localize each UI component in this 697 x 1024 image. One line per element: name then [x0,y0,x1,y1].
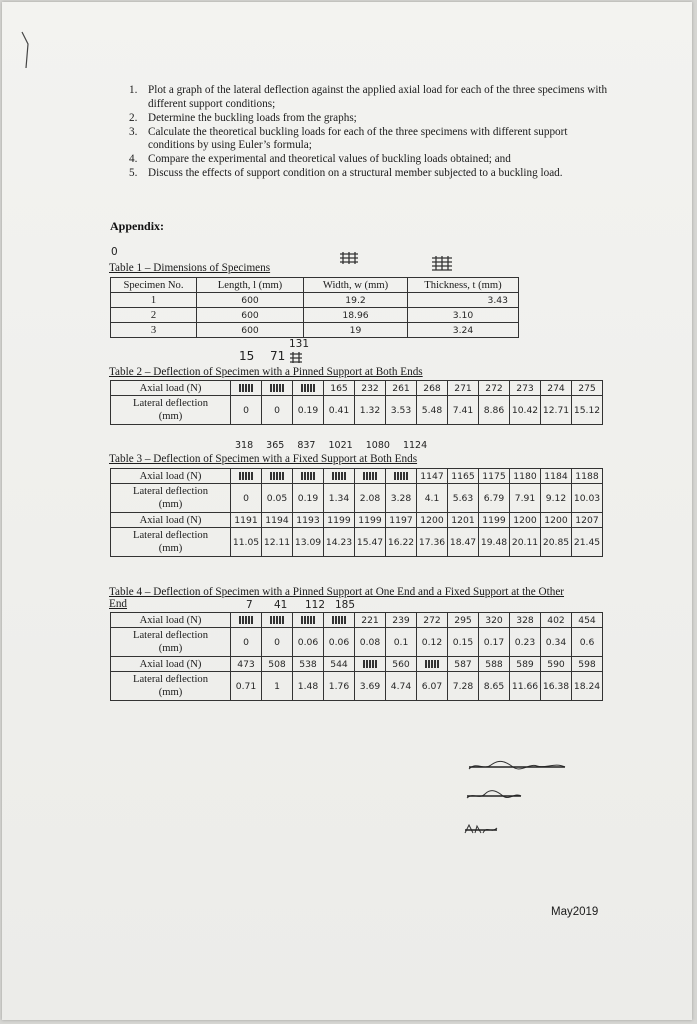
appendix-note: 0 [111,246,118,258]
deflection-cell: 17.36 [417,528,448,557]
table-cell: 600 [197,323,304,338]
task-item [115,153,615,167]
deflection-cell: 0 [231,628,262,657]
lateral-deflection-unit: (mm) [158,411,183,422]
lateral-deflection-label-line: Lateral deflection [133,674,208,685]
scribble-icon [239,616,253,624]
table-row [111,323,519,338]
axial-load-cell: 538 [293,657,324,672]
axial-load-cell: 560 [386,657,417,672]
deflection-cell: 16.22 [386,528,417,557]
pen-mark-icon [20,30,36,70]
axial-load-cell [262,613,293,628]
lateral-deflection-unit: (mm) [158,687,183,698]
deflection-cell: 10.03 [572,484,603,513]
deflection-cell: 18.47 [448,528,479,557]
deflection-cell: 11.66 [510,672,541,701]
deflection-cell: 6.07 [417,672,448,701]
deflection-cell: 0.6 [572,628,603,657]
deflection-cell: 7.28 [448,672,479,701]
axial-load-cell: 1207 [572,513,603,528]
deflection-cell: 0.23 [510,628,541,657]
lateral-deflection-label-line: Lateral deflection [133,530,208,541]
axial-load-cell: 1193 [293,513,324,528]
deflection-cell: 0.19 [293,484,324,513]
lateral-deflection-unit: (mm) [158,499,183,510]
axial-load-label: Axial load (N) [111,381,231,396]
handwritten-note: 112 [305,599,326,611]
axial-load-cell [417,657,448,672]
deflection-cell: 7.41 [448,396,479,425]
scribble-icon [332,472,346,480]
axial-load-cell: 589 [510,657,541,672]
axial-load-cell: 1199 [324,513,355,528]
task-number: 4. [129,153,138,165]
handwritten-notes [235,440,595,451]
table-cell: 3.43 [408,293,519,308]
axial-load-cell: 544 [324,657,355,672]
deflection-cell: 0.06 [293,628,324,657]
axial-load-cell [293,469,324,484]
deflection-cell: 1.48 [293,672,324,701]
deflection-cell: 9.12 [541,484,572,513]
table2-caption: Table 2 – Deflection of Specimen with a Pinned Support at Both Ends [109,366,423,378]
axial-load-cell: 587 [448,657,479,672]
table3-caption: Table 3 – Deflection of Specimen with a Fixed Support at Both Ends [109,453,418,465]
table-cell: 19.2 [304,293,408,308]
table-cell: 3 [111,323,197,338]
axial-load-label: Axial load (N) [111,513,231,528]
deflection-cell: 0 [231,396,262,425]
task-text: Calculate the theoretical buckling loads for each of the three specimens with different support conditions by using Euler’s formula; [148,125,568,151]
handwritten-note: 1124 [402,440,428,451]
axial-load-cell: 1200 [510,513,541,528]
deflection-cell: 12.71 [541,396,572,425]
axial-load-label: Axial load (N) [111,657,231,672]
axial-load-cell: 1175 [479,469,510,484]
footer-date: May2019 [551,906,599,918]
crossed-out-scribble-icon [465,788,523,802]
axial-load-cell: 328 [510,613,541,628]
axial-load-cell [231,381,262,396]
task-text: Determine the buckling loads from the graphs; [148,111,357,124]
scribble-icon [301,384,315,392]
table-row [111,628,603,657]
table1-header-row [111,278,519,293]
axial-load-cell: 1194 [262,513,293,528]
lateral-deflection-label-line: Lateral deflection [133,630,208,641]
axial-load-cell [262,381,293,396]
table-row [111,308,519,323]
deflection-cell: 0.1 [386,628,417,657]
deflection-cell: 5.63 [448,484,479,513]
lateral-deflection-label [111,484,231,513]
deflection-cell: 2.08 [355,484,386,513]
deflection-cell: 12.11 [262,528,293,557]
table-cell: 3.24 [408,323,519,338]
deflection-cell: 5.48 [417,396,448,425]
axial-load-cell: 1197 [386,513,417,528]
table-row [111,396,603,425]
deflection-cell: 0 [231,484,262,513]
deflection-cell: 0 [262,396,293,425]
axial-load-cell: 598 [572,657,603,672]
axial-load-cell [231,469,262,484]
axial-load-cell: 272 [417,613,448,628]
scribble-icon [363,472,377,480]
handwritten-note: 318 [235,440,254,451]
axial-load-cell: 1200 [417,513,448,528]
axial-load-cell [355,469,386,484]
handwritten-note: 7 [246,599,253,611]
axial-load-cell: 1191 [231,513,262,528]
deflection-cell: 13.09 [293,528,324,557]
table-row [111,613,603,628]
deflection-cell: 0.08 [355,628,386,657]
deflection-cell: 0.06 [324,628,355,657]
deflection-cell: 20.85 [541,528,572,557]
deflection-cell: 15.47 [355,528,386,557]
task-item [115,126,615,153]
axial-load-cell: 1200 [541,513,572,528]
table-row [111,293,519,308]
scribble-icon [270,616,284,624]
deflection-cell: 14.23 [324,528,355,557]
deflection-cell: 8.65 [479,672,510,701]
table-cell: 1 [111,293,197,308]
deflection-cell: 18.24 [572,672,603,701]
task-text: Plot a graph of the lateral deflection against the applied axial load for each of the three specimens with different support conditions; [148,84,608,110]
scribble-icon [239,384,253,392]
table-cell: 18.96 [304,308,408,323]
table3-fixed-both [110,468,603,557]
crossed-out-scribble-icon [463,822,499,836]
lateral-deflection-label [111,396,231,425]
lateral-deflection-label [111,672,231,701]
axial-load-cell: 221 [355,613,386,628]
lateral-deflection-label [111,628,231,657]
deflection-cell: 0.15 [448,628,479,657]
scribble-icon [270,384,284,392]
axial-load-cell [262,469,293,484]
axial-load-cell: 232 [355,381,386,396]
table-row [111,657,603,672]
handwritten-note: 837 [297,440,316,451]
deflection-cell: 1.32 [355,396,386,425]
lateral-deflection-unit: (mm) [158,643,183,654]
task-list [115,84,615,181]
handwritten-note: 1080 [365,440,390,451]
axial-load-cell: 271 [448,381,479,396]
deflection-cell: 1 [262,672,293,701]
lateral-deflection-label-line: Lateral deflection [133,486,208,497]
axial-load-cell: 1184 [541,469,572,484]
task-number: 1. [129,84,138,96]
axial-load-cell: 274 [541,381,572,396]
axial-load-cell: 454 [572,613,603,628]
axial-load-cell: 590 [541,657,572,672]
lateral-deflection-label-line: Lateral deflection [133,398,208,409]
handwritten-note: 1021 [328,440,353,451]
task-item [115,112,615,126]
table-row [111,672,603,701]
handwritten-note: 365 [266,440,285,451]
table-row [111,469,603,484]
axial-load-cell: 588 [479,657,510,672]
appendix-heading: Appendix: [110,219,165,233]
axial-load-cell [231,613,262,628]
axial-load-cell [293,381,324,396]
scribble-icon [363,660,377,668]
deflection-cell: 20.11 [510,528,541,557]
axial-load-cell [386,469,417,484]
deflection-cell: 0.17 [479,628,510,657]
handwritten-note: 71 [270,349,286,363]
scribble-icon [289,351,303,363]
axial-load-cell: 1147 [417,469,448,484]
deflection-cell: 0.19 [293,396,324,425]
deflection-cell: 0.05 [262,484,293,513]
deflection-cell: 0 [262,628,293,657]
axial-load-cell: 1199 [355,513,386,528]
scribble-icon [394,472,408,480]
task-item [115,84,615,111]
table-cell: 3.10 [408,308,519,323]
deflection-cell: 1.34 [324,484,355,513]
table1-header: Thickness, t (mm) [408,278,519,293]
table-cell: 2 [111,308,197,323]
task-item [115,167,615,181]
deflection-cell: 4.1 [417,484,448,513]
axial-load-cell: 275 [572,381,603,396]
scribble-icon [239,472,253,480]
axial-load-cell [355,657,386,672]
handwritten-note: 15 [239,349,255,363]
table4-caption-line: Table 4 – Deflection of Specimen with a Pinned Support at One End and a Fixed Support at the Other [109,586,565,598]
task-number: 3. [129,125,138,138]
axial-load-cell [293,613,324,628]
axial-load-cell: 1199 [479,513,510,528]
deflection-cell: 4.74 [386,672,417,701]
table1-header: Width, w (mm) [304,278,408,293]
axial-load-cell: 320 [479,613,510,628]
lateral-deflection-unit: (mm) [158,543,183,554]
scribble-icon [332,616,346,624]
deflection-cell: 3.69 [355,672,386,701]
deflection-cell: 0.41 [324,396,355,425]
deflection-cell: 11.05 [231,528,262,557]
scribble-icon [270,472,284,480]
axial-load-cell [324,469,355,484]
scribble-icon [301,472,315,480]
handwritten-note: 185 [335,599,356,611]
deflection-cell: 8.86 [479,396,510,425]
task-number: 5. [129,167,138,179]
axial-load-cell: 1188 [572,469,603,484]
deflection-cell: 21.45 [572,528,603,557]
deflection-cell: 0.12 [417,628,448,657]
deflection-cell: 0.34 [541,628,572,657]
table4-pinned-fixed [110,612,603,701]
axial-load-cell: 1165 [448,469,479,484]
axial-load-cell: 239 [386,613,417,628]
table-cell: 19 [304,323,408,338]
handwritten-note: 41 [274,599,288,611]
table2-pinned-both [110,380,603,425]
table-cell: 600 [197,293,304,308]
axial-load-cell: 508 [262,657,293,672]
deflection-cell: 19.48 [479,528,510,557]
deflection-cell: 6.79 [479,484,510,513]
scribble-icon [425,660,439,668]
axial-load-cell: 273 [510,381,541,396]
axial-load-cell: 272 [479,381,510,396]
table1-dimensions [110,277,519,338]
table-row [111,528,603,557]
deflection-cell: 16.38 [541,672,572,701]
axial-load-label: Axial load (N) [111,613,231,628]
handwritten-note: 131 [289,338,310,350]
table-row [111,381,603,396]
deflection-cell: 0.71 [231,672,262,701]
axial-load-cell [324,613,355,628]
deflection-cell: 1.76 [324,672,355,701]
crossed-out-scribble-icon [467,759,567,773]
axial-load-label: Axial load (N) [111,469,231,484]
axial-load-cell: 261 [386,381,417,396]
axial-load-cell: 402 [541,613,572,628]
deflection-cell: 3.28 [386,484,417,513]
axial-load-cell: 268 [417,381,448,396]
table1-header: Specimen No. [111,278,197,293]
axial-load-cell: 473 [231,657,262,672]
task-text: Compare the experimental and theoretical values of buckling loads obtained; and [148,153,511,165]
axial-load-cell: 295 [448,613,479,628]
task-number: 2. [129,111,138,124]
lateral-deflection-label [111,528,231,557]
axial-load-cell: 165 [324,381,355,396]
scribble-icon [431,255,453,271]
table-row [111,484,603,513]
table1-caption: Table 1 – Dimensions of Specimens [109,262,271,274]
deflection-cell: 15.12 [572,396,603,425]
axial-load-cell: 1201 [448,513,479,528]
deflection-cell: 3.53 [386,396,417,425]
table4-caption-line: End [109,598,128,610]
task-text: Discuss the effects of support condition on a structural member subjected to a buckling load. [148,167,563,179]
axial-load-cell: 1180 [510,469,541,484]
document-page [2,2,692,1020]
table1-header: Length, l (mm) [197,278,304,293]
deflection-cell: 10.42 [510,396,541,425]
scribble-icon [301,616,315,624]
table-cell: 600 [197,308,304,323]
table-row [111,513,603,528]
scribble-icon [339,251,359,265]
deflection-cell: 7.91 [510,484,541,513]
